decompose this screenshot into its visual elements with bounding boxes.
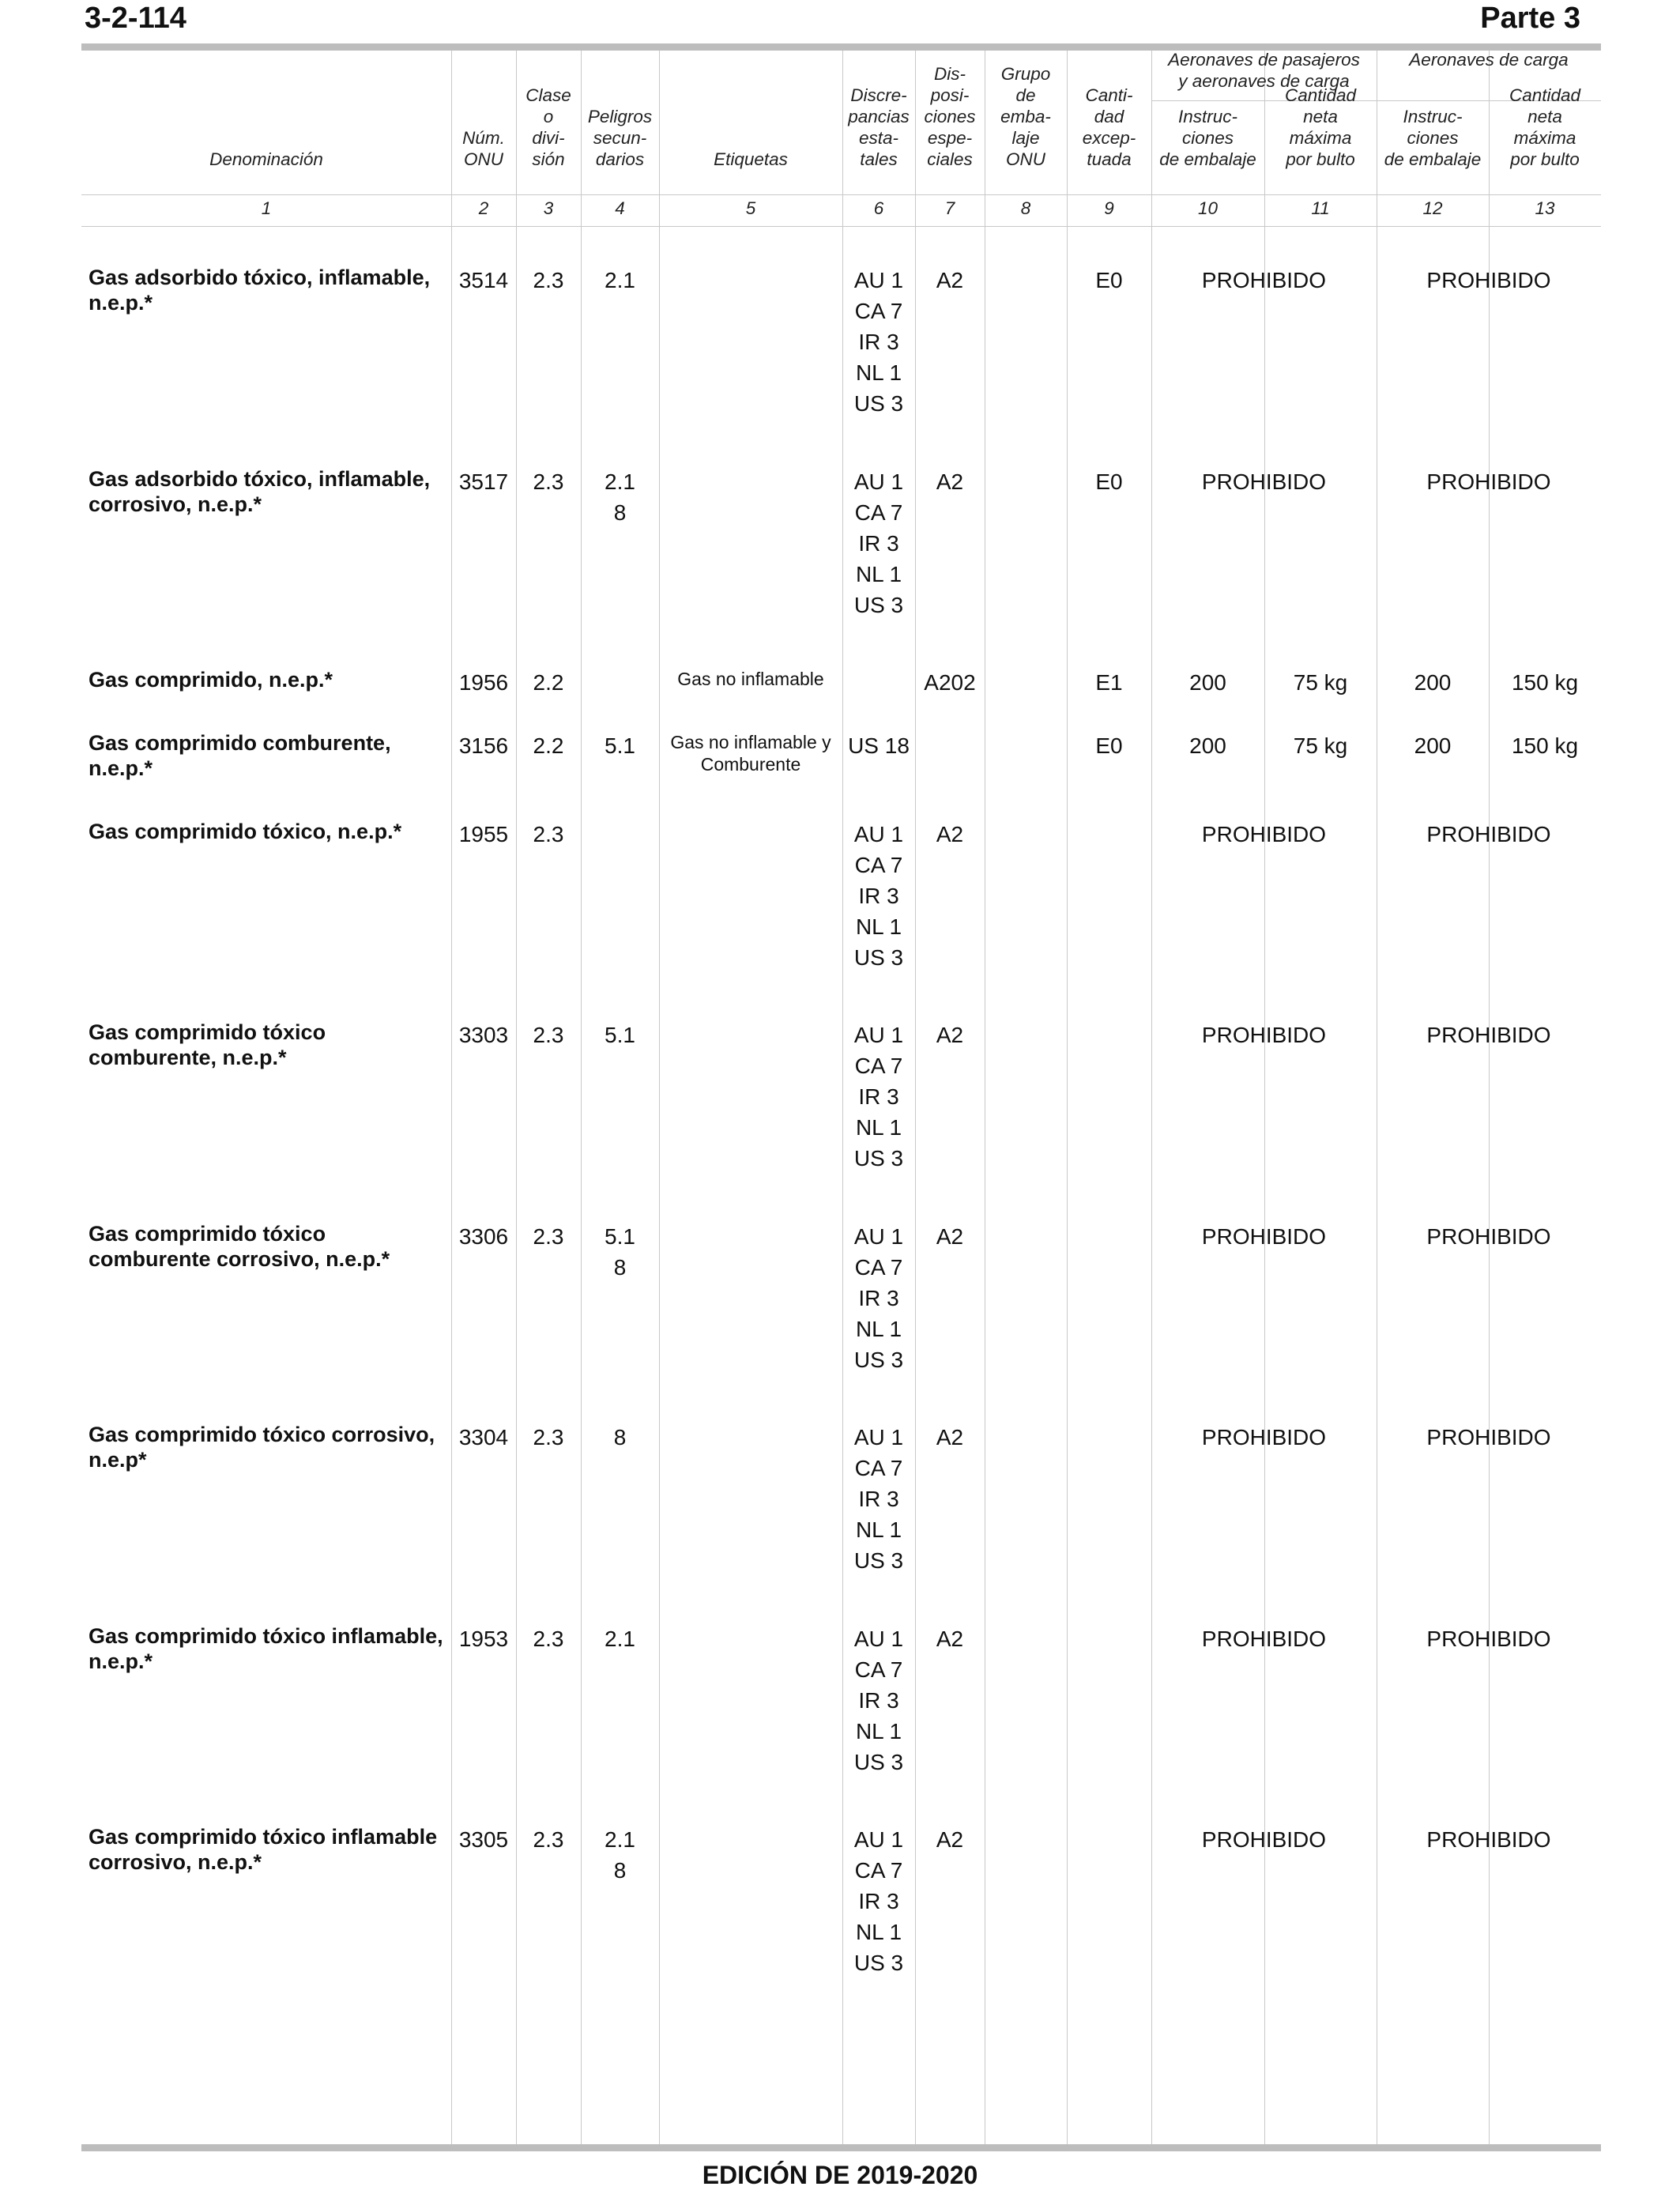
column-number: 4 xyxy=(615,198,625,218)
state-variations-item: AU 1 xyxy=(853,268,904,292)
header-col-3 xyxy=(516,85,581,170)
state-variations-item: NL 1 xyxy=(855,914,902,939)
secondary-hazard-item: 2.1 xyxy=(605,1827,635,1852)
state-variations-item: US 18 xyxy=(848,733,910,758)
cargo-max-quantity: 150 kg xyxy=(1511,733,1579,758)
class-division: 2.3 xyxy=(533,822,564,846)
column-number: 8 xyxy=(1020,198,1031,218)
cargo-forbidden: PROHIBIDO xyxy=(1426,1023,1551,1047)
header-line: ciones xyxy=(1181,128,1234,148)
un-number: 3305 xyxy=(458,1827,509,1852)
state-variations-item: IR 3 xyxy=(858,1688,899,1713)
excepted-quantity: E0 xyxy=(1095,268,1123,292)
header-line: ciones xyxy=(1407,128,1459,148)
column-number: 11 xyxy=(1311,198,1330,218)
un-number: 1953 xyxy=(458,1627,509,1651)
header-line: darios xyxy=(595,149,645,169)
state-variations-item: US 3 xyxy=(853,593,904,617)
excepted-quantity: E0 xyxy=(1095,733,1123,758)
state-variations-item: CA 7 xyxy=(854,1858,903,1883)
header-col-1 xyxy=(81,149,451,170)
column-number: 1 xyxy=(261,198,272,218)
state-variations-item: US 3 xyxy=(853,1348,904,1372)
class-division: 2.2 xyxy=(533,733,564,758)
column-number: 10 xyxy=(1197,198,1219,218)
un-number: 3156 xyxy=(458,733,509,758)
state-variations-item: CA 7 xyxy=(854,1255,903,1280)
header-line: de embalaje xyxy=(1384,149,1482,169)
header-line: Clase xyxy=(525,85,571,105)
special-provisions: A2 xyxy=(936,469,964,494)
header-line: Instruc- xyxy=(1177,107,1237,126)
state-variations-item: IR 3 xyxy=(858,884,899,908)
state-variations-item: NL 1 xyxy=(855,1719,902,1744)
part-label: Parte 3 xyxy=(1480,2,1580,35)
header-line: neta xyxy=(1303,107,1338,126)
state-variations-item: AU 1 xyxy=(853,822,904,846)
header-line: máxima xyxy=(1513,128,1576,148)
passenger-forbidden: PROHIBIDO xyxy=(1201,469,1327,494)
secondary-hazard xyxy=(581,1422,659,1453)
header-line: ONU xyxy=(1006,149,1045,169)
class-division: 2.3 xyxy=(533,1627,564,1651)
header-line: excep- xyxy=(1082,128,1136,148)
state-variations-item: NL 1 xyxy=(855,1317,902,1341)
special-provisions: A2 xyxy=(936,1627,964,1651)
secondary-hazard-item: 8 xyxy=(613,1255,627,1280)
header-line: y aeronaves de carga xyxy=(1178,71,1350,91)
cargo-aircraft-header xyxy=(1377,49,1601,70)
class-division: 2.3 xyxy=(533,1425,564,1449)
header-line: dad xyxy=(1094,107,1124,126)
state-variations-item: US 3 xyxy=(853,1750,904,1774)
secondary-hazard-item: 8 xyxy=(613,1858,627,1883)
column-number: 9 xyxy=(1104,198,1114,218)
cargo-packing-instruction: 200 xyxy=(1414,670,1452,695)
header-line: de embalaje xyxy=(1159,149,1256,169)
secondary-hazard xyxy=(581,1020,659,1050)
header-col-5 xyxy=(659,149,842,170)
passenger-forbidden: PROHIBIDO xyxy=(1201,268,1327,292)
column-divider xyxy=(1067,51,1068,2144)
un-number: 3303 xyxy=(458,1023,509,1047)
state-variations-item: CA 7 xyxy=(854,500,903,525)
header-col-8 xyxy=(985,63,1067,170)
edition-footer: EDICIÓN DE 2019-2020 xyxy=(702,2161,978,2189)
state-variations xyxy=(842,1422,915,1576)
substance-name: Gas adsorbido tóxico, inflamable, corrosivo, n.e.p.* xyxy=(89,467,431,516)
state-variations-item: NL 1 xyxy=(855,1115,902,1140)
column-number: 7 xyxy=(944,198,955,218)
state-variations-item: US 3 xyxy=(853,945,904,970)
secondary-hazard-item: 5.1 xyxy=(605,733,635,758)
header-col-6 xyxy=(842,85,915,170)
secondary-hazard-item: 5.1 xyxy=(605,1023,635,1047)
class-division: 2.2 xyxy=(533,670,564,695)
cargo-forbidden: PROHIBIDO xyxy=(1426,1627,1551,1651)
state-variations-item: NL 1 xyxy=(855,1517,902,1542)
header-line: Núm. xyxy=(462,128,505,148)
header-line: Cantidad xyxy=(1284,85,1357,105)
substance-name: Gas comprimido tóxico inflamable, n.e.p.* xyxy=(89,1624,443,1673)
un-number: 3514 xyxy=(458,268,509,292)
state-variations-item: AU 1 xyxy=(853,1023,904,1047)
substance-name: Gas comprimido tóxico comburente corrosivo, n.e.p.* xyxy=(89,1222,390,1271)
state-variations-item: AU 1 xyxy=(853,1627,904,1651)
secondary-hazard-item: 2.1 xyxy=(605,469,635,494)
header-col-4 xyxy=(581,106,659,170)
header-line: ciales xyxy=(927,149,973,169)
header-line: por bulto xyxy=(1510,149,1580,169)
bottom-rule xyxy=(81,2144,1601,2151)
header-line: laje xyxy=(1011,128,1040,148)
header-line: Instruc- xyxy=(1403,107,1463,126)
special-provisions: A2 xyxy=(936,1425,964,1449)
state-variations xyxy=(842,265,915,419)
header-line: Denominación xyxy=(209,149,323,169)
secondary-hazard xyxy=(581,466,659,528)
header-line: emba- xyxy=(1000,107,1051,126)
header-col-12 xyxy=(1377,106,1489,170)
special-provisions: A2 xyxy=(936,1023,964,1047)
state-variations xyxy=(842,819,915,973)
header-line: Discre- xyxy=(850,85,907,105)
un-number: 1955 xyxy=(458,822,509,846)
header-line: Dis- xyxy=(934,64,966,84)
state-variations-item: NL 1 xyxy=(855,562,902,586)
header-line: Canti- xyxy=(1085,85,1133,105)
column-number: 13 xyxy=(1535,198,1555,218)
excepted-quantity: E1 xyxy=(1095,670,1123,695)
column-number: 12 xyxy=(1422,198,1443,218)
state-variations-item: CA 7 xyxy=(854,853,903,877)
class-division: 2.3 xyxy=(533,268,564,292)
state-variations-item: US 3 xyxy=(853,391,904,416)
secondary-hazard-item: 5.1 xyxy=(605,1224,635,1249)
passenger-forbidden: PROHIBIDO xyxy=(1201,1827,1327,1852)
special-provisions: A2 xyxy=(936,822,964,846)
header-line: o xyxy=(543,107,554,126)
cargo-max-quantity: 150 kg xyxy=(1511,670,1579,695)
column-number: 2 xyxy=(478,198,489,218)
passenger-packing-instruction: 200 xyxy=(1189,733,1226,758)
cargo-forbidden: PROHIBIDO xyxy=(1426,469,1551,494)
state-variations-item: US 3 xyxy=(853,1548,904,1573)
un-number: 3517 xyxy=(458,469,509,494)
secondary-hazard xyxy=(581,1221,659,1283)
state-variations-item: IR 3 xyxy=(858,1084,899,1109)
class-division: 2.3 xyxy=(533,1827,564,1852)
secondary-hazard-item: 8 xyxy=(613,1425,627,1449)
un-number: 3306 xyxy=(458,1224,509,1249)
cargo-forbidden: PROHIBIDO xyxy=(1426,268,1551,292)
passenger-packing-instruction: 200 xyxy=(1189,670,1226,695)
column-number: 5 xyxy=(745,198,756,218)
header-line: ONU xyxy=(464,149,503,169)
state-variations-item: AU 1 xyxy=(853,469,904,494)
state-variations-item: CA 7 xyxy=(854,1456,903,1480)
header-line: tales xyxy=(860,149,898,169)
secondary-hazard xyxy=(581,730,659,761)
header-col-9 xyxy=(1067,85,1151,170)
state-variations-item: CA 7 xyxy=(854,1054,903,1078)
special-provisions: A2 xyxy=(936,1827,964,1852)
hazard-labels: Gas no inflamable y Comburente xyxy=(670,732,831,775)
state-variations-item: CA 7 xyxy=(854,1657,903,1682)
header-col-10 xyxy=(1151,106,1264,170)
state-variations xyxy=(842,730,915,761)
passenger-aircraft-header xyxy=(1151,49,1377,92)
secondary-hazard xyxy=(581,265,659,296)
cargo-forbidden: PROHIBIDO xyxy=(1426,822,1551,846)
cargo-packing-instruction: 200 xyxy=(1414,733,1452,758)
state-variations-item: AU 1 xyxy=(853,1224,904,1249)
header-line: ciones xyxy=(924,107,976,126)
header-line: Grupo xyxy=(1000,64,1051,84)
page-number: 3-2-114 xyxy=(85,2,186,35)
header-line: espe- xyxy=(927,128,973,148)
state-variations-item: IR 3 xyxy=(858,1286,899,1310)
state-variations xyxy=(842,466,915,620)
hazard-labels: Gas no inflamable xyxy=(677,669,824,689)
state-variations xyxy=(842,1824,915,1978)
header-line: por bulto xyxy=(1286,149,1355,169)
excepted-quantity: E0 xyxy=(1095,469,1123,494)
substance-name: Gas adsorbido tóxico, inflamable, n.e.p.* xyxy=(89,266,431,315)
header-bottom-divider xyxy=(81,194,1601,195)
un-number: 3304 xyxy=(458,1425,509,1449)
header-line: esta- xyxy=(858,128,899,148)
passenger-max-quantity: 75 kg xyxy=(1293,733,1348,758)
state-variations-item: IR 3 xyxy=(858,330,899,354)
state-variations xyxy=(842,1020,915,1174)
header-line: máxima xyxy=(1289,128,1352,148)
substance-name: Gas comprimido tóxico, n.e.p.* xyxy=(89,820,402,843)
un-number: 1956 xyxy=(458,670,509,695)
substance-name: Gas comprimido tóxico comburente, n.e.p.* xyxy=(89,1020,326,1069)
state-variations-item: IR 3 xyxy=(858,1487,899,1511)
state-variations-item: NL 1 xyxy=(855,360,902,385)
header-line: de xyxy=(1015,85,1036,105)
header-line: Cantidad xyxy=(1509,85,1581,105)
state-variations-item: CA 7 xyxy=(854,299,903,323)
header-line: Etiquetas xyxy=(714,149,788,169)
special-provisions: A2 xyxy=(936,1224,964,1249)
header-line: pancias xyxy=(848,107,910,126)
secondary-hazard-item: 2.1 xyxy=(605,268,635,292)
substance-name: Gas comprimido tóxico corrosivo, n.e.p* xyxy=(89,1423,435,1472)
cargo-forbidden: PROHIBIDO xyxy=(1426,1224,1551,1249)
special-provisions: A2 xyxy=(936,268,964,292)
header-line: Aeronaves de pasajeros xyxy=(1168,50,1360,70)
header-col-13 xyxy=(1489,85,1601,170)
cargo-forbidden: PROHIBIDO xyxy=(1426,1425,1551,1449)
header-col-7 xyxy=(915,63,985,170)
secondary-hazard xyxy=(581,1623,659,1654)
header-line: Aeronaves de carga xyxy=(1409,50,1569,70)
substance-name: Gas comprimido, n.e.p.* xyxy=(89,668,333,692)
header-col-2 xyxy=(451,127,516,170)
column-divider xyxy=(659,51,660,2144)
class-division: 2.3 xyxy=(533,1224,564,1249)
column-number: 6 xyxy=(873,198,884,218)
state-variations xyxy=(842,1623,915,1777)
passenger-forbidden: PROHIBIDO xyxy=(1201,1224,1327,1249)
state-variations-item: AU 1 xyxy=(853,1827,904,1852)
passenger-forbidden: PROHIBIDO xyxy=(1201,1627,1327,1651)
class-division: 2.3 xyxy=(533,469,564,494)
state-variations-item: NL 1 xyxy=(855,1920,902,1944)
passenger-forbidden: PROHIBIDO xyxy=(1201,1425,1327,1449)
header-line: neta xyxy=(1527,107,1562,126)
passenger-forbidden: PROHIBIDO xyxy=(1201,1023,1327,1047)
state-variations-item: US 3 xyxy=(853,1951,904,1975)
column-number: 3 xyxy=(543,198,554,218)
secondary-hazard-item: 2.1 xyxy=(605,1627,635,1651)
secondary-hazard-item: 8 xyxy=(613,500,627,525)
header-line: sión xyxy=(532,149,565,169)
state-variations xyxy=(842,1221,915,1375)
header-line: posi- xyxy=(930,85,970,105)
state-variations-item: IR 3 xyxy=(858,1889,899,1913)
cargo-forbidden: PROHIBIDO xyxy=(1426,1827,1551,1852)
secondary-hazard xyxy=(581,1824,659,1886)
state-variations-item: IR 3 xyxy=(858,531,899,556)
header-col-11 xyxy=(1264,85,1377,170)
header-line: secun- xyxy=(593,128,647,148)
passenger-forbidden: PROHIBIDO xyxy=(1201,822,1327,846)
header-line: Peligros xyxy=(587,107,653,126)
substance-name: Gas comprimido tóxico inflamable corrosivo, n.e.p.* xyxy=(89,1825,438,1874)
class-division: 2.3 xyxy=(533,1023,564,1047)
passenger-max-quantity: 75 kg xyxy=(1293,670,1348,695)
state-variations-item: AU 1 xyxy=(853,1425,904,1449)
substance-name: Gas comprimido comburente, n.e.p.* xyxy=(89,731,391,780)
header-line: tuada xyxy=(1087,149,1132,169)
header-line: divi- xyxy=(532,128,565,148)
column-number-divider xyxy=(81,226,1601,227)
special-provisions: A202 xyxy=(924,670,976,695)
state-variations-item: US 3 xyxy=(853,1146,904,1171)
